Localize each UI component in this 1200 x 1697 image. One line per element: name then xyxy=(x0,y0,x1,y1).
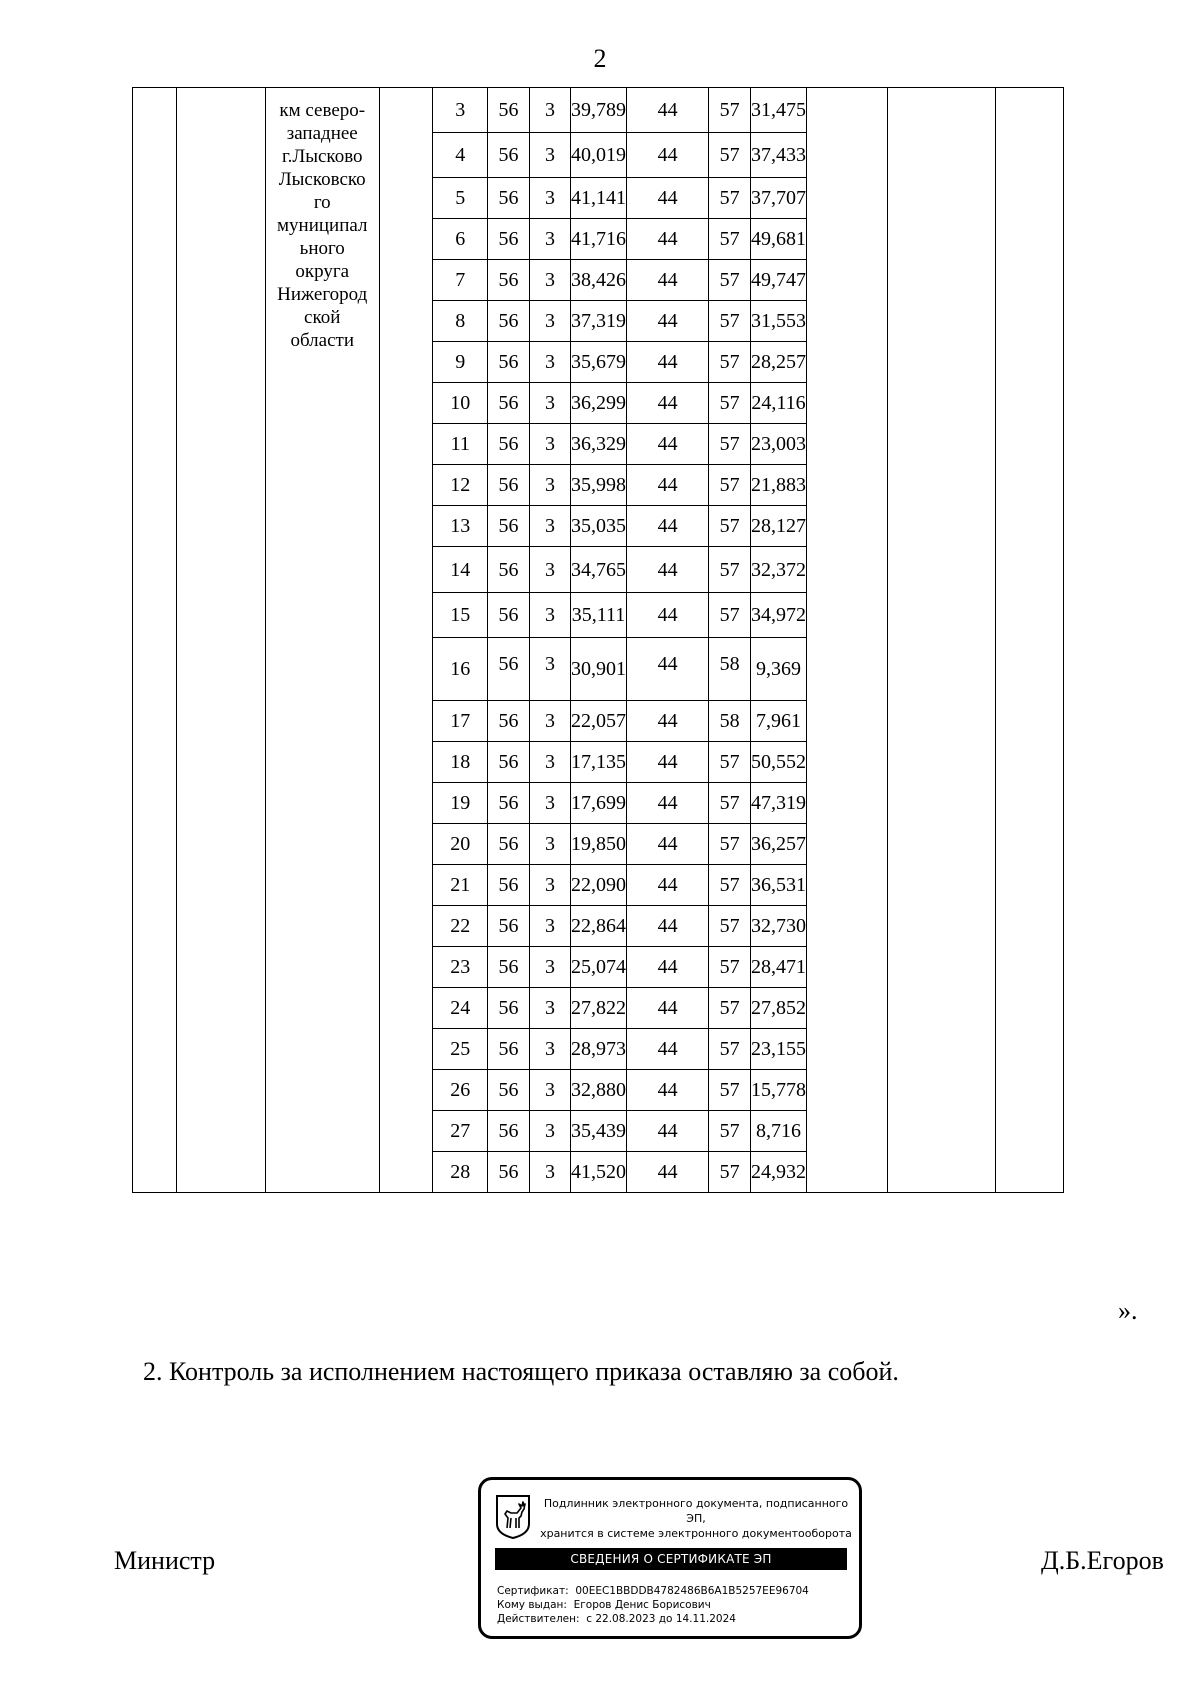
point-number: 14 xyxy=(433,547,488,593)
latitude-minutes: 3 xyxy=(529,824,570,865)
point-number: 23 xyxy=(433,947,488,988)
longitude-seconds: 36,257 xyxy=(750,824,806,865)
latitude-minutes: 3 xyxy=(529,906,570,947)
longitude-degrees: 44 xyxy=(627,783,709,824)
longitude-seconds: 50,552 xyxy=(750,742,806,783)
coordinates-table-body xyxy=(133,88,1200,1193)
longitude-minutes: 57 xyxy=(709,947,751,988)
latitude-degrees: 56 xyxy=(488,465,530,506)
longitude-minutes: 58 xyxy=(709,638,751,701)
point-number: 24 xyxy=(433,988,488,1029)
page-number: 2 xyxy=(593,44,607,73)
latitude-seconds: 32,880 xyxy=(571,1070,627,1111)
latitude-minutes: 3 xyxy=(529,219,570,260)
latitude-degrees: 56 xyxy=(488,301,530,342)
issued-to-row xyxy=(497,1598,809,1612)
latitude-minutes: 3 xyxy=(529,638,570,701)
latitude-minutes: 3 xyxy=(529,1111,570,1152)
latitude-seconds: 38,426 xyxy=(571,260,627,301)
longitude-minutes: 57 xyxy=(709,301,751,342)
blank-column-1 xyxy=(133,88,177,1193)
longitude-minutes: 57 xyxy=(709,906,751,947)
latitude-seconds: 28,973 xyxy=(571,1029,627,1070)
longitude-minutes: 57 xyxy=(709,547,751,593)
longitude-degrees: 44 xyxy=(627,865,709,906)
point-number: 12 xyxy=(433,465,488,506)
latitude-minutes: 3 xyxy=(529,1029,570,1070)
longitude-degrees: 44 xyxy=(627,547,709,593)
location-line: округа xyxy=(295,261,350,282)
latitude-seconds: 19,850 xyxy=(571,824,627,865)
longitude-seconds: 21,883 xyxy=(750,465,806,506)
coordinates-table xyxy=(132,87,1200,1193)
electronic-signature-stamp xyxy=(478,1477,862,1639)
longitude-degrees: 44 xyxy=(627,947,709,988)
longitude-seconds: 32,730 xyxy=(750,906,806,947)
location-line: Нижегород xyxy=(277,284,368,305)
location-description xyxy=(265,88,379,1193)
point-number: 26 xyxy=(433,1070,488,1111)
latitude-seconds: 22,057 xyxy=(571,701,627,742)
longitude-degrees: 44 xyxy=(627,219,709,260)
longitude-seconds: 34,972 xyxy=(750,593,806,638)
longitude-degrees: 44 xyxy=(627,742,709,783)
point-number: 3 xyxy=(433,88,488,133)
latitude-seconds: 17,699 xyxy=(571,783,627,824)
latitude-seconds: 40,019 xyxy=(571,133,627,178)
longitude-degrees: 44 xyxy=(627,506,709,547)
latitude-degrees: 56 xyxy=(488,133,530,178)
location-line: области xyxy=(290,330,354,351)
longitude-seconds: 31,553 xyxy=(750,301,806,342)
longitude-minutes: 57 xyxy=(709,593,751,638)
latitude-degrees: 56 xyxy=(488,865,530,906)
latitude-seconds: 37,319 xyxy=(571,301,627,342)
longitude-degrees: 44 xyxy=(627,383,709,424)
latitude-degrees: 56 xyxy=(488,783,530,824)
latitude-degrees: 56 xyxy=(488,383,530,424)
longitude-seconds: 36,531 xyxy=(750,865,806,906)
latitude-minutes: 3 xyxy=(529,947,570,988)
latitude-minutes: 3 xyxy=(529,506,570,547)
latitude-minutes: 3 xyxy=(529,865,570,906)
latitude-degrees: 56 xyxy=(488,701,530,742)
longitude-seconds: 9,369 xyxy=(750,638,806,701)
latitude-seconds: 22,090 xyxy=(571,865,627,906)
latitude-seconds: 34,765 xyxy=(571,547,627,593)
point-number: 27 xyxy=(433,1111,488,1152)
latitude-degrees: 56 xyxy=(488,1111,530,1152)
longitude-degrees: 44 xyxy=(627,1029,709,1070)
location-line: г.Лысково xyxy=(281,146,363,167)
point-number: 16 xyxy=(433,638,488,701)
latitude-seconds: 30,901 xyxy=(571,638,627,701)
point-number: 21 xyxy=(433,865,488,906)
latitude-minutes: 3 xyxy=(529,701,570,742)
point-number: 20 xyxy=(433,824,488,865)
latitude-seconds: 35,998 xyxy=(571,465,627,506)
latitude-degrees: 56 xyxy=(488,988,530,1029)
latitude-degrees: 56 xyxy=(488,424,530,465)
latitude-minutes: 3 xyxy=(529,342,570,383)
deer-emblem-icon xyxy=(495,1494,531,1540)
latitude-minutes: 3 xyxy=(529,424,570,465)
longitude-degrees: 44 xyxy=(627,1070,709,1111)
latitude-seconds: 36,329 xyxy=(571,424,627,465)
longitude-degrees: 44 xyxy=(627,906,709,947)
table-row xyxy=(133,88,1200,133)
point-number: 5 xyxy=(433,178,488,219)
latitude-minutes: 3 xyxy=(529,301,570,342)
latitude-seconds: 41,141 xyxy=(571,178,627,219)
point-number: 9 xyxy=(433,342,488,383)
latitude-degrees: 56 xyxy=(488,547,530,593)
longitude-degrees: 44 xyxy=(627,178,709,219)
latitude-degrees: 56 xyxy=(488,638,530,701)
longitude-minutes: 57 xyxy=(709,1111,751,1152)
certificate-row xyxy=(497,1584,809,1598)
latitude-degrees: 56 xyxy=(488,1029,530,1070)
longitude-minutes: 57 xyxy=(709,865,751,906)
longitude-seconds: 27,852 xyxy=(750,988,806,1029)
latitude-degrees: 56 xyxy=(488,742,530,783)
longitude-minutes: 57 xyxy=(709,742,751,783)
blank-column-4 xyxy=(379,88,433,1193)
latitude-degrees: 56 xyxy=(488,506,530,547)
issued-to-value: Егоров Денис Борисович xyxy=(573,1599,711,1611)
location-line: западнее xyxy=(286,123,358,144)
longitude-seconds: 49,747 xyxy=(750,260,806,301)
longitude-minutes: 57 xyxy=(709,783,751,824)
latitude-minutes: 3 xyxy=(529,465,570,506)
signer-title: Министр xyxy=(114,1546,216,1575)
point-number: 11 xyxy=(433,424,488,465)
longitude-seconds: 24,932 xyxy=(750,1152,806,1193)
latitude-degrees: 56 xyxy=(488,824,530,865)
longitude-degrees: 44 xyxy=(627,1111,709,1152)
location-line: км северо- xyxy=(279,100,366,121)
latitude-seconds: 25,074 xyxy=(571,947,627,988)
point-number: 4 xyxy=(433,133,488,178)
latitude-degrees: 56 xyxy=(488,178,530,219)
longitude-seconds: 23,155 xyxy=(750,1029,806,1070)
latitude-degrees: 56 xyxy=(488,947,530,988)
longitude-degrees: 44 xyxy=(627,638,709,701)
valid-label: Действителен: xyxy=(497,1613,580,1625)
longitude-minutes: 57 xyxy=(709,342,751,383)
longitude-seconds: 28,471 xyxy=(750,947,806,988)
longitude-minutes: 57 xyxy=(709,1152,751,1193)
longitude-degrees: 44 xyxy=(627,424,709,465)
location-line: ьного xyxy=(299,238,345,259)
blank-column-14 xyxy=(996,88,1064,1193)
longitude-degrees: 44 xyxy=(627,824,709,865)
latitude-minutes: 3 xyxy=(529,783,570,824)
point-number: 28 xyxy=(433,1152,488,1193)
longitude-degrees: 44 xyxy=(627,988,709,1029)
latitude-minutes: 3 xyxy=(529,133,570,178)
signer-name: Д.Б.Егоров xyxy=(1041,1546,1164,1575)
valid-value: с 22.08.2023 до 14.11.2024 xyxy=(586,1613,736,1625)
blank-column-2 xyxy=(177,88,266,1193)
latitude-minutes: 3 xyxy=(529,1070,570,1111)
certificate-label: Сертификат: xyxy=(497,1585,569,1597)
latitude-seconds: 41,716 xyxy=(571,219,627,260)
point-number: 13 xyxy=(433,506,488,547)
longitude-minutes: 57 xyxy=(709,1029,751,1070)
latitude-degrees: 56 xyxy=(488,260,530,301)
longitude-degrees: 44 xyxy=(627,1152,709,1193)
longitude-degrees: 44 xyxy=(627,701,709,742)
longitude-minutes: 57 xyxy=(709,260,751,301)
location-line: ской xyxy=(304,307,341,328)
latitude-minutes: 3 xyxy=(529,547,570,593)
latitude-seconds: 36,299 xyxy=(571,383,627,424)
longitude-minutes: 57 xyxy=(709,424,751,465)
longitude-degrees: 44 xyxy=(627,342,709,383)
latitude-minutes: 3 xyxy=(529,88,570,133)
valid-row xyxy=(497,1612,809,1626)
point-number: 15 xyxy=(433,593,488,638)
location-line: го xyxy=(313,192,331,213)
latitude-minutes: 3 xyxy=(529,178,570,219)
blank-column-13 xyxy=(888,88,996,1193)
latitude-seconds: 22,864 xyxy=(571,906,627,947)
point-number: 22 xyxy=(433,906,488,947)
latitude-minutes: 3 xyxy=(529,988,570,1029)
longitude-seconds: 37,707 xyxy=(750,178,806,219)
longitude-degrees: 44 xyxy=(627,593,709,638)
point-number: 7 xyxy=(433,260,488,301)
stamp-header-line-1: Подлинник электронного документа, подписанного ЭП, xyxy=(543,1497,849,1525)
blank-column-12 xyxy=(806,88,887,1193)
longitude-seconds: 15,778 xyxy=(750,1070,806,1111)
stamp-header-line-2: хранится в системе электронного документооборота xyxy=(540,1527,852,1540)
longitude-seconds: 37,433 xyxy=(750,133,806,178)
longitude-minutes: 57 xyxy=(709,1070,751,1111)
longitude-seconds: 49,681 xyxy=(750,219,806,260)
latitude-minutes: 3 xyxy=(529,593,570,638)
point-number: 6 xyxy=(433,219,488,260)
longitude-seconds: 32,372 xyxy=(750,547,806,593)
longitude-seconds: 31,475 xyxy=(750,88,806,133)
latitude-degrees: 56 xyxy=(488,88,530,133)
latitude-minutes: 3 xyxy=(529,383,570,424)
latitude-seconds: 39,789 xyxy=(571,88,627,133)
longitude-seconds: 7,961 xyxy=(750,701,806,742)
latitude-seconds: 35,679 xyxy=(571,342,627,383)
latitude-degrees: 56 xyxy=(488,906,530,947)
certificate-value: 00EEC1BBDDB4782486B6A1B5257EE96704 xyxy=(575,1585,809,1597)
latitude-degrees: 56 xyxy=(488,1152,530,1193)
longitude-degrees: 44 xyxy=(627,465,709,506)
longitude-seconds: 28,127 xyxy=(750,506,806,547)
latitude-seconds: 17,135 xyxy=(571,742,627,783)
longitude-minutes: 57 xyxy=(709,88,751,133)
latitude-degrees: 56 xyxy=(488,342,530,383)
longitude-minutes: 57 xyxy=(709,178,751,219)
latitude-degrees: 56 xyxy=(488,593,530,638)
longitude-degrees: 44 xyxy=(627,88,709,133)
longitude-degrees: 44 xyxy=(627,133,709,178)
latitude-seconds: 35,035 xyxy=(571,506,627,547)
location-line: Лысковско xyxy=(278,169,366,190)
longitude-minutes: 57 xyxy=(709,219,751,260)
location-line: муниципал xyxy=(277,215,368,236)
longitude-minutes: 57 xyxy=(709,465,751,506)
longitude-minutes: 57 xyxy=(709,824,751,865)
latitude-degrees: 56 xyxy=(488,1070,530,1111)
issued-to-label: Кому выдан: xyxy=(497,1599,567,1611)
latitude-degrees: 56 xyxy=(488,219,530,260)
stamp-certificate-bar: СВЕДЕНИЯ О СЕРТИФИКАТЕ ЭП xyxy=(495,1548,847,1570)
stamp-details xyxy=(497,1584,809,1626)
point-number: 17 xyxy=(433,701,488,742)
longitude-degrees: 44 xyxy=(627,301,709,342)
point-number: 25 xyxy=(433,1029,488,1070)
latitude-minutes: 3 xyxy=(529,742,570,783)
latitude-seconds: 27,822 xyxy=(571,988,627,1029)
longitude-minutes: 58 xyxy=(709,701,751,742)
latitude-seconds: 41,520 xyxy=(571,1152,627,1193)
longitude-minutes: 57 xyxy=(709,383,751,424)
latitude-minutes: 3 xyxy=(529,1152,570,1193)
paragraph-2: 2. Контроль за исполнением настоящего приказа оставляю за собой. xyxy=(143,1357,899,1386)
longitude-seconds: 28,257 xyxy=(750,342,806,383)
point-number: 19 xyxy=(433,783,488,824)
closing-quote: ». xyxy=(1118,1296,1138,1325)
latitude-seconds: 35,439 xyxy=(571,1111,627,1152)
longitude-degrees: 44 xyxy=(627,260,709,301)
latitude-minutes: 3 xyxy=(529,260,570,301)
point-number: 8 xyxy=(433,301,488,342)
longitude-minutes: 57 xyxy=(709,988,751,1029)
longitude-seconds: 23,003 xyxy=(750,424,806,465)
longitude-seconds: 8,716 xyxy=(750,1111,806,1152)
longitude-minutes: 57 xyxy=(709,133,751,178)
longitude-seconds: 47,319 xyxy=(750,783,806,824)
point-number: 10 xyxy=(433,383,488,424)
latitude-seconds: 35,111 xyxy=(571,593,627,638)
longitude-seconds: 24,116 xyxy=(750,383,806,424)
stamp-header xyxy=(537,1496,855,1541)
point-number: 18 xyxy=(433,742,488,783)
longitude-minutes: 57 xyxy=(709,506,751,547)
